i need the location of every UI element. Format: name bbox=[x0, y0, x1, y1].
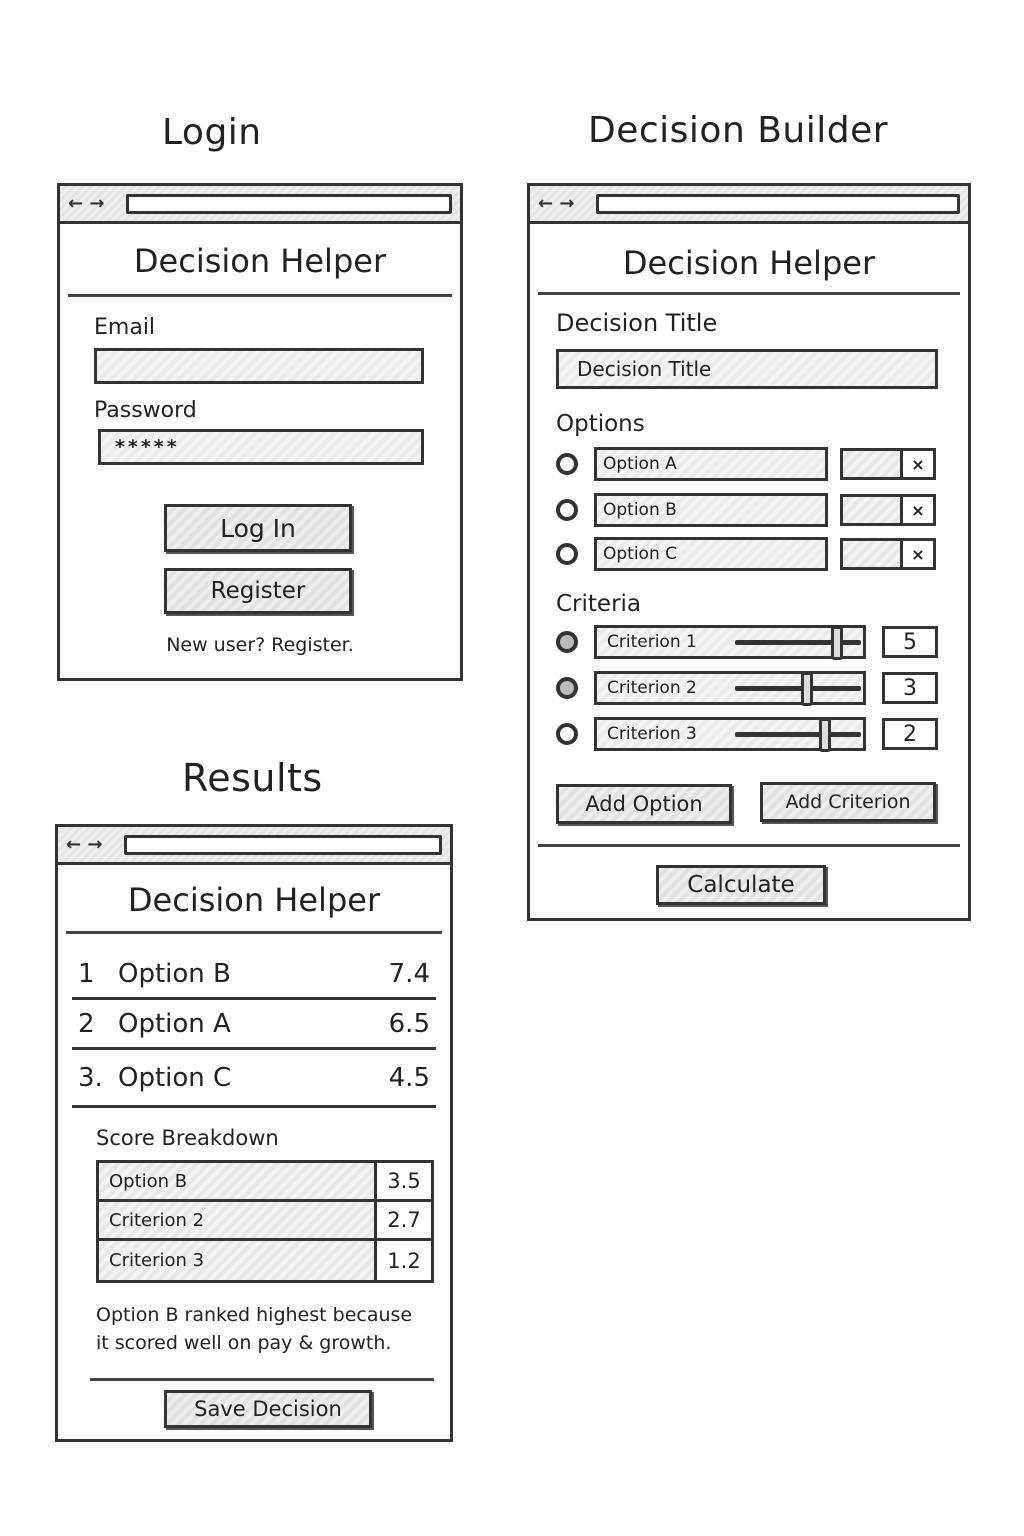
option-input[interactable]: Option C bbox=[594, 537, 828, 571]
rank-number: 2 bbox=[78, 1008, 95, 1039]
calculate-button[interactable]: Calculate bbox=[656, 865, 826, 905]
remove-option-icon[interactable]: × bbox=[903, 451, 933, 477]
back-forward-arrows-icon[interactable]: ← → bbox=[68, 193, 105, 214]
weight-value: 3 bbox=[882, 672, 938, 704]
remove-option-icon[interactable]: × bbox=[903, 497, 933, 523]
decision-title-input[interactable]: Decision Title bbox=[556, 349, 938, 389]
add-criterion-button[interactable]: Add Criterion bbox=[760, 782, 936, 822]
add-option-button[interactable]: Add Option bbox=[556, 784, 732, 824]
app-title: Decision Helper bbox=[133, 242, 387, 280]
app-title: Decision Helper bbox=[127, 881, 381, 919]
builder-screen-heading: Decision Builder bbox=[588, 110, 889, 151]
register-link[interactable]: New user? Register. bbox=[166, 634, 354, 656]
breakdown-row bbox=[99, 1202, 431, 1241]
breakdown-label: Criterion 3 bbox=[99, 1241, 377, 1280]
ranking-row bbox=[72, 950, 436, 1000]
breakdown-value: 1.2 bbox=[377, 1241, 431, 1280]
criterion-label: Criterion 2 bbox=[607, 678, 697, 698]
criterion-row bbox=[556, 671, 938, 705]
ranking-row bbox=[72, 1000, 436, 1050]
criterion-row bbox=[556, 717, 938, 751]
criterion-label: Criterion 3 bbox=[607, 724, 697, 744]
option-score: 6.5 bbox=[388, 1008, 430, 1039]
browser-toolbar bbox=[60, 186, 460, 224]
option-row bbox=[556, 447, 938, 481]
login-button[interactable]: Log In bbox=[164, 504, 352, 552]
browser-toolbar bbox=[58, 827, 450, 865]
option-score: 7.4 bbox=[388, 958, 430, 989]
divider bbox=[90, 1378, 434, 1381]
explanation-line: Option B ranked highest because bbox=[96, 1304, 413, 1326]
explanation-line: it scored well on pay & growth. bbox=[96, 1332, 392, 1354]
score-breakdown-table bbox=[96, 1160, 434, 1283]
criterion-slider-field bbox=[594, 671, 866, 705]
score-breakdown-label: Score Breakdown bbox=[96, 1126, 279, 1150]
divider bbox=[66, 931, 442, 934]
breakdown-row bbox=[99, 1163, 431, 1202]
weight-slider[interactable] bbox=[735, 640, 861, 645]
option-name: Option A bbox=[118, 1008, 231, 1039]
option-action-box bbox=[840, 494, 936, 526]
option-radio[interactable] bbox=[556, 543, 578, 565]
login-screen-heading: Login bbox=[162, 112, 262, 153]
criterion-row bbox=[556, 625, 938, 659]
criterion-slider-field bbox=[594, 625, 866, 659]
remove-option-icon[interactable]: × bbox=[903, 541, 933, 567]
slider-thumb[interactable] bbox=[801, 672, 813, 706]
option-action-box bbox=[840, 538, 936, 570]
option-action-box bbox=[840, 448, 936, 480]
weight-slider[interactable] bbox=[735, 686, 861, 691]
login-browser-frame bbox=[57, 183, 463, 681]
breakdown-value: 2.7 bbox=[377, 1202, 431, 1238]
option-row bbox=[556, 537, 938, 571]
url-bar[interactable] bbox=[124, 835, 442, 855]
email-field[interactable] bbox=[94, 348, 424, 384]
url-bar[interactable] bbox=[596, 194, 960, 214]
rankings-list bbox=[58, 950, 450, 1108]
app-title: Decision Helper bbox=[622, 244, 876, 282]
browser-toolbar bbox=[530, 186, 968, 224]
option-radio[interactable] bbox=[556, 453, 578, 475]
builder-browser-frame bbox=[527, 183, 971, 921]
criterion-slider-field bbox=[594, 717, 866, 751]
ranking-row bbox=[72, 1050, 436, 1108]
results-browser-frame bbox=[55, 824, 453, 1442]
email-label: Email bbox=[94, 315, 156, 340]
results-screen-heading: Results bbox=[182, 756, 323, 800]
breakdown-label: Option B bbox=[99, 1163, 377, 1199]
weight-slider[interactable] bbox=[735, 732, 861, 737]
save-decision-button[interactable]: Save Decision bbox=[164, 1390, 372, 1428]
option-name: Option C bbox=[118, 1062, 232, 1093]
password-field[interactable]: ***** bbox=[98, 429, 424, 465]
weight-value: 2 bbox=[882, 718, 938, 750]
breakdown-value: 3.5 bbox=[377, 1163, 431, 1199]
criterion-label: Criterion 1 bbox=[607, 632, 697, 652]
option-input[interactable]: Option A bbox=[594, 447, 828, 481]
weight-value: 5 bbox=[882, 626, 938, 658]
divider bbox=[538, 844, 960, 847]
breakdown-label: Criterion 2 bbox=[99, 1202, 377, 1238]
criteria-label: Criteria bbox=[556, 591, 642, 617]
option-radio[interactable] bbox=[556, 499, 578, 521]
slider-thumb[interactable] bbox=[819, 718, 831, 752]
decision-title-label: Decision Title bbox=[556, 309, 718, 337]
option-score: 4.5 bbox=[388, 1062, 430, 1093]
option-name: Option B bbox=[118, 958, 231, 989]
register-button[interactable]: Register bbox=[164, 568, 352, 614]
option-input[interactable]: Option B bbox=[594, 493, 828, 527]
rank-number: 3. bbox=[78, 1062, 103, 1093]
result-explanation bbox=[96, 1301, 450, 1357]
criterion-radio[interactable] bbox=[556, 631, 578, 653]
slider-thumb[interactable] bbox=[831, 626, 843, 660]
breakdown-row bbox=[99, 1241, 431, 1280]
url-bar[interactable] bbox=[126, 194, 452, 214]
password-label: Password bbox=[94, 398, 197, 423]
back-forward-arrows-icon[interactable]: ← → bbox=[66, 834, 103, 855]
rank-number: 1 bbox=[78, 958, 95, 989]
back-forward-arrows-icon[interactable]: ← → bbox=[538, 193, 575, 214]
options-label: Options bbox=[556, 411, 645, 437]
criterion-radio[interactable] bbox=[556, 677, 578, 699]
option-row bbox=[556, 493, 938, 527]
criterion-radio[interactable] bbox=[556, 723, 578, 745]
